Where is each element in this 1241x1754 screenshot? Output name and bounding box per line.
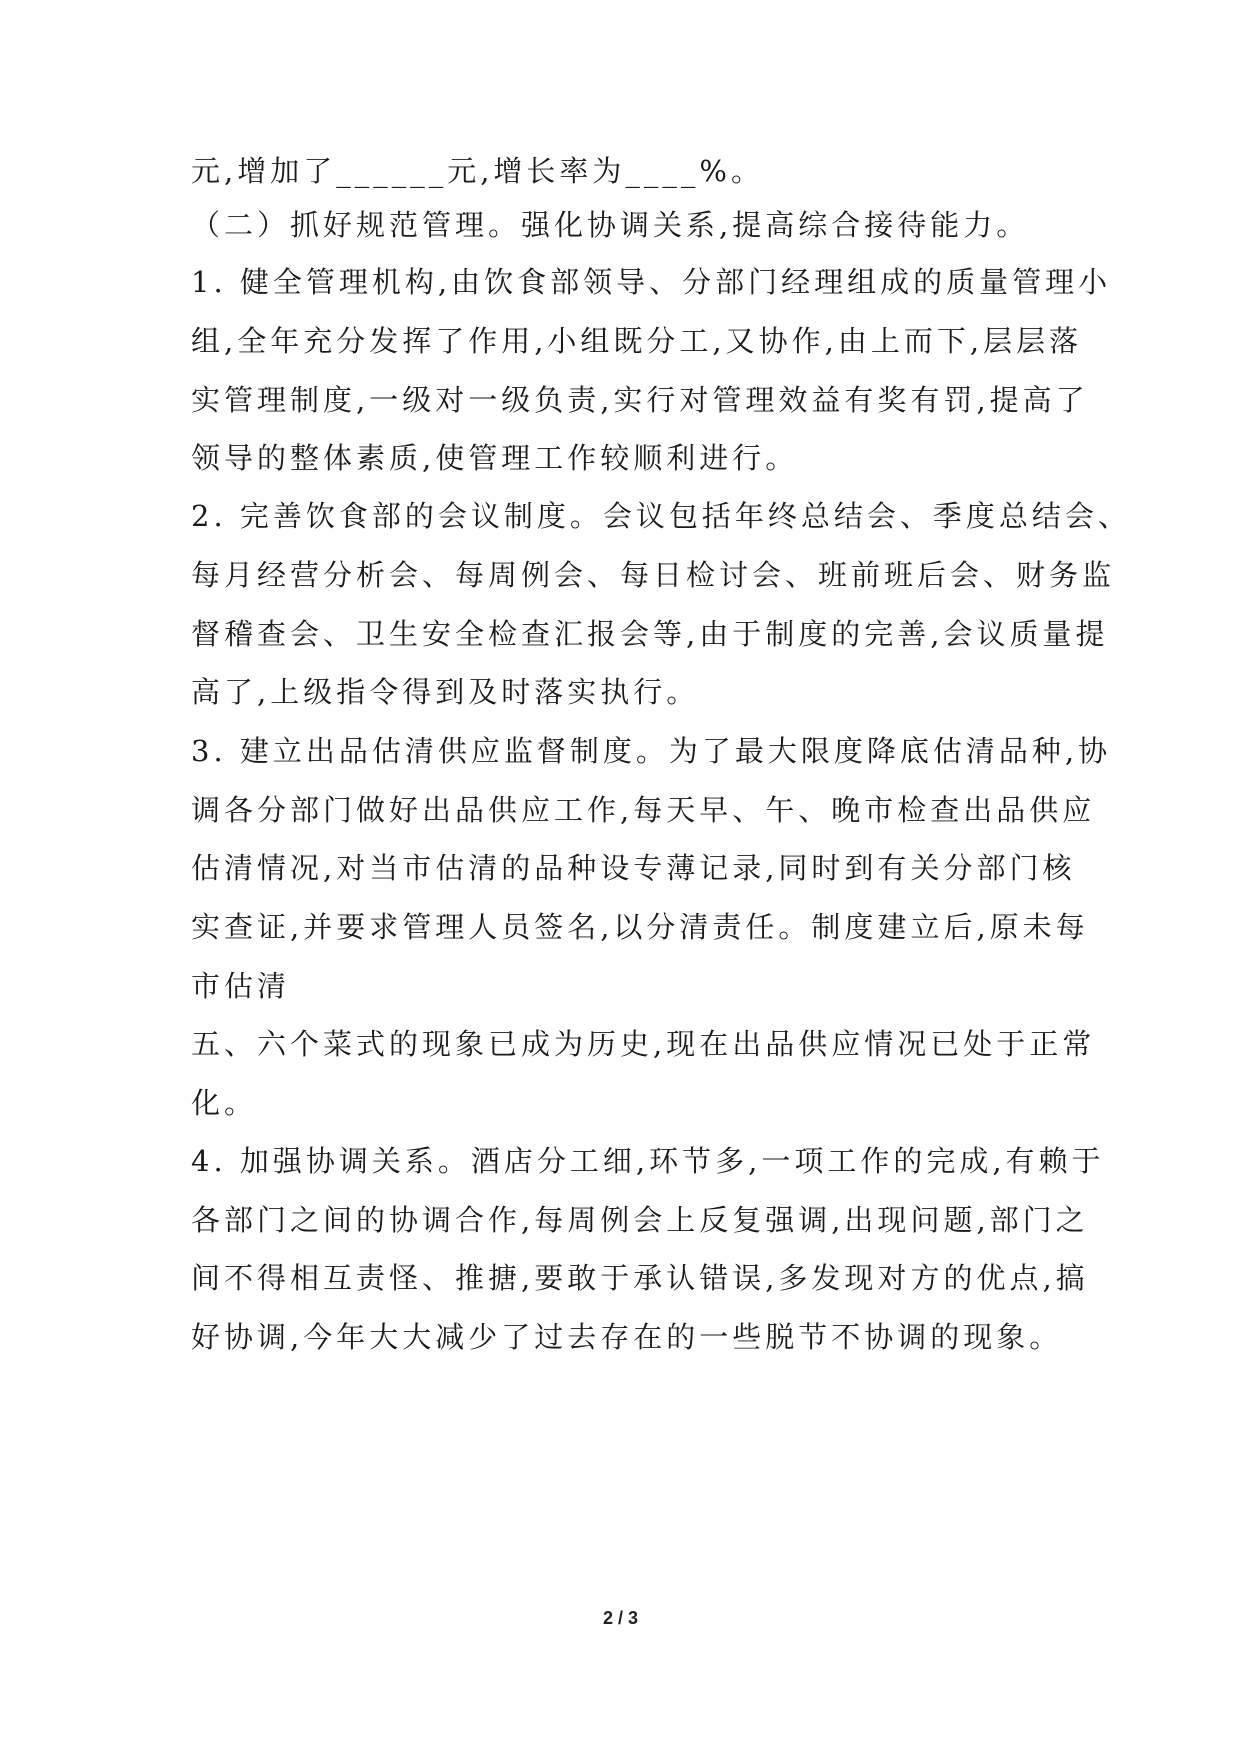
text-line-20: 间不得相互责怪、推搪,要敢于承认错误,多发现对方的优点,搞 [191,1261,1089,1295]
page-number: 2 / 3 [602,1608,639,1628]
text-line-16: 五、六个菜式的现象已成为历史,现在出品供应情况已处于正常 [191,1027,1096,1061]
text-line-14: 实查证,并要求管理人员签名,以分清责任。制度建立后,原未每 [191,910,1089,944]
text-line-10: 高了,上级指令得到及时落实执行。 [191,675,700,709]
text-line-2: （二）抓好规范管理。强化协调关系,提高综合接待能力。 [191,208,1030,242]
text-line-21: 好协调,今年大大减少了过去存在的一些脱节不协调的现象。 [191,1320,1063,1354]
text-line-11: 3. 建立出品估清供应监督制度。为了最大限度降底估清品种,协 [191,734,1112,768]
text-line-7: 2. 完善饮食部的会议制度。会议包括年终总结会、季度总结会、 [191,499,1131,533]
text-line-4: 组,全年充分发挥了作用,小组既分工,又协作,由上而下,层层落 [191,324,1083,358]
text-line-1: 元,增加了______元,增长率为____%。 [191,154,764,188]
text-line-6: 领导的整体素质,使管理工作较顺利进行。 [191,441,799,475]
text-line-13: 估清情况,对当市估清的品种设专薄记录,同时到有关分部门核 [191,851,1076,885]
text-line-8: 每月经营分析会、每周例会、每日检讨会、班前班后会、财务监 [191,558,1116,592]
text-line-5: 实管理制度,一级对一级负责,实行对管理效益有奖有罚,提高了 [191,383,1089,417]
text-line-18: 4. 加强协调关系。酒店分工细,环节多,一项工作的完成,有赖于 [191,1144,1105,1178]
text-line-3: 1. 健全管理机构,由饮食部领导、分部门经理组成的质量管理小 [191,265,1112,299]
text-line-15: 市估清 [191,969,291,1003]
text-line-12: 调各分部门做好出品供应工作,每天早、午、晚市检查出品供应 [191,793,1096,827]
text-line-17: 化。 [191,1086,258,1120]
text-line-19: 各部门之间的协调合作,每周例会上反复强调,出现问题,部门之 [191,1203,1089,1237]
text-line-9: 督稽查会、卫生安全检查汇报会等,由于制度的完善,会议质量提 [191,617,1109,651]
